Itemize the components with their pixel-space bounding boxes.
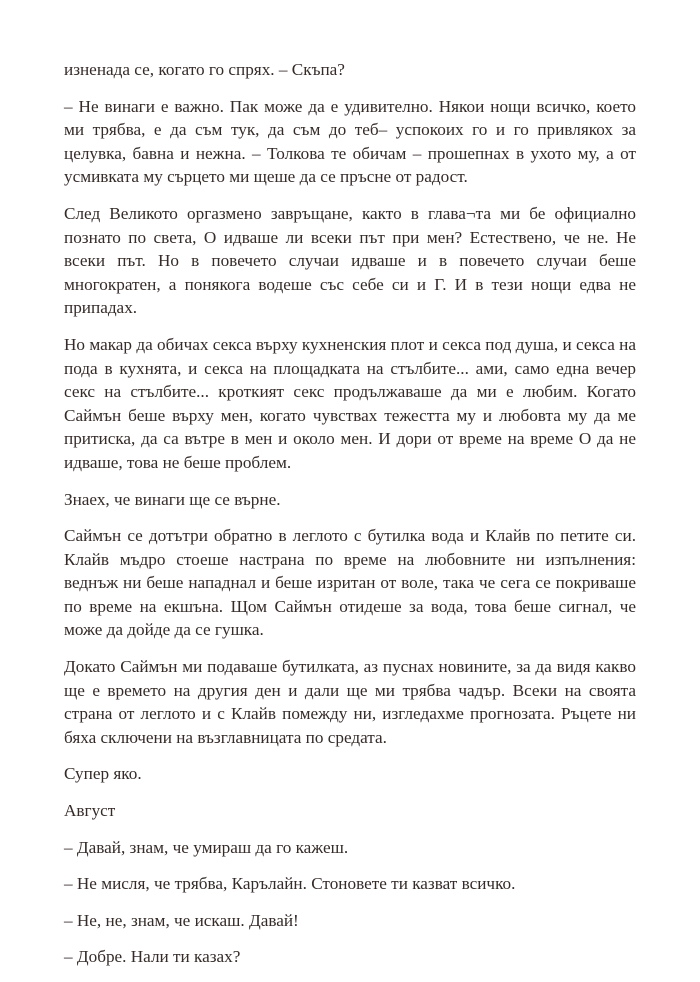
paragraph: Супер яко.	[64, 764, 142, 784]
section-heading: Август	[64, 801, 116, 821]
paragraph: – Не винаги е важно. Пак може да е удивително. Някои нощи всичко, което ми трябва, е да съм тук, да съм до теб– успокоих го и го привлякох за целувка, бавна и нежна. – Толкова те обичам – прошепнах в ухото му, а от усмивката му сърцето ми щеше да се пръсне от радост.	[64, 96, 636, 187]
paragraph: Саймън се дотътри обратно в леглото с бутилка вода и Клайв по петите си. Клайв мъдро стоеше настрана по време на любовните ни изпълнения: веднъж ни беше нападнал и беше изритан от воле, така че сега се покриваше по време на екшъна. Щом Саймън отидеше за вода, това беше сигнал, че може да дойде да се гушка.	[64, 526, 636, 640]
paragraph: След Великото оргазмено завръщане, както в глава¬та ми бе официално познато по света, О идваше ли всеки път при мен? Естествено, че не. Не всеки път. Но в повечето случаи идваше и в повечето случаи беше многократен, а понякога водеше със себе си и Г. И в тези нощи едва не припадах.	[64, 203, 636, 318]
dialogue-line: – Давай, знам, че умираш да го кажеш.	[64, 837, 349, 857]
dialogue-line: – Не, не, знам, че искаш. Давай!	[64, 910, 299, 930]
paragraph: изненада се, когато го спрях. – Скъпа?	[64, 60, 345, 79]
paragraph: Знаех, че винаги ще се върне.	[64, 489, 281, 509]
dialogue-line: – Добре. Нали ти казах?	[64, 947, 241, 967]
paragraph: Но макар да обичах секса върху кухненския плот и секса под душа, и секса на пода в кухнята, и секса на площадката на стълбите... ами, само една вечер секс на стълбите... кроткият секс продължаваше да ми е любим. Когато Саймън беше върху мен, когато чувствах тежестта му и любовта му да ме притиска, да са вътре в мен и около мен. И дори от време на време О да не идваше, това не беше проблем.	[64, 334, 636, 472]
dialogue-line: – Не мисля, че трябва, Карълайн. Стоновете ти казват всичко.	[64, 874, 516, 894]
paragraph: Докато Саймън ми подаваше бутилката, аз пуснах новините, за да видя какво ще е времето на другия ден и дали ще ми трябва чадър. Всеки на своята страна от леглото и с Клайв помежду ни, изгледахме прогнозата. Ръцете ни бяха сключени на възглавницата по средата.	[64, 657, 636, 747]
document-page	[64, 58, 636, 982]
